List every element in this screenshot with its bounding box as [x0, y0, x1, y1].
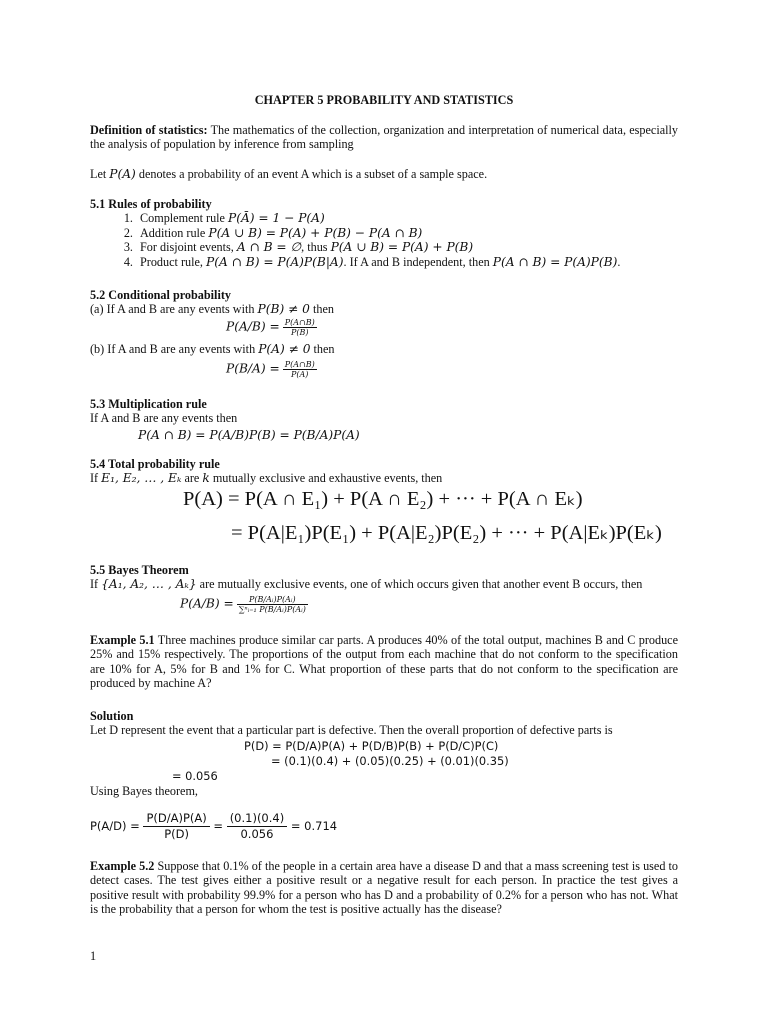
fraction: $\frac{P(A\cap B)}{P(A)}$	[284, 360, 315, 379]
definition-label: Definition of statistics:	[90, 123, 208, 137]
example1-paragraph	[90, 633, 678, 691]
bayes-text: If {A₁, A₂, … , Aₖ} are mutually exclusive events, one of which occurs given that another event B occurs, then	[90, 577, 643, 592]
list-item: 1. Complement rule P(Ā) = 1 − P(A)	[136, 211, 678, 225]
multiplication-heading: 5.3 Multiplication rule	[90, 397, 207, 411]
total-heading: 5.4 Total probability rule	[90, 457, 220, 471]
total-formula-line1: P(A) = P(A ∩ E₁) + P(A ∩ E₂) + ··· + P(A ∩ Eₖ)	[183, 488, 583, 510]
multiplication-text: If A and B are any events then	[90, 411, 238, 426]
bayes-heading: 5.5 Bayes Theorem	[90, 563, 189, 577]
fraction: $\frac{P(A\cap B)}{P(B)}$	[284, 318, 315, 337]
fraction: $\frac{P(D/A)P(A)}{P(D)}$	[143, 811, 209, 842]
list-item: 4. Product rule, P(A ∩ B) = P(A)P(B|A). If A and B independent, then P(A ∩ B) = P(A)P(B).	[136, 255, 678, 269]
conditional-section	[90, 288, 678, 317]
rules-list	[90, 211, 678, 269]
solution-text: Let D represent the event that a particular part is defective. Then the overall proportion of defective parts is	[90, 723, 613, 738]
solution-section	[90, 709, 678, 738]
bayes-usage-text: Using Bayes theorem,	[90, 784, 198, 798]
example1-label: Example 5.1	[90, 633, 155, 647]
total-formula-line2: = P(A|E₁)P(E₁) + P(A|E₂)P(E₂) + ··· + P(A|Eₖ)P(Eₖ)	[231, 522, 662, 544]
intro-tail: denotes a probability of an event A which is a subset of a sample space.	[135, 167, 488, 181]
example2-text: Suppose that 0.1% of the people in a certain area have a disease D and that a mass screening test is used to detect cases. The test gives either a positive result or a negative result for each person. In practice the test gives a positive result with probability 99.9% for a person who has D and a probability of 0.2% for a person who has not. What is the probability that a person for whom the test is positive actually has the disease?	[90, 859, 678, 917]
list-item: 3. For disjoint events, A ∩ B = ∅, thus P(A ∪ B) = P(A) + P(B)	[136, 240, 678, 254]
multiplication-section	[90, 397, 678, 426]
page-number: 1	[90, 949, 97, 963]
total-section	[90, 457, 678, 486]
conditional-b-formula: P(B/A) = $\frac{P(A\cap B)}{P(A)}$	[226, 360, 315, 379]
example2-label: Example 5.2	[90, 859, 155, 873]
bayes-formula: P(A/B) = $\frac{\text{P(B/Aᵢ)P(Aᵢ)}}{\text{∑ⁿᵢ₌₁ P(B/Aᵢ)P(Aᵢ)}}$	[180, 595, 306, 614]
conditional-b-text: (b) If A and B are any events with P(A) ≠ 0 then	[90, 342, 335, 356]
list-item: 2. Addition rule P(A ∪ B) = P(A) + P(B) − P(A ∩ B)	[136, 226, 678, 240]
definition-text: The mathematics of the collection, organization and interpretation of numerical data, especially the analysis of population by inference from sampling	[90, 123, 678, 152]
rules-section	[90, 197, 678, 269]
solution-eq2: = (0.1)(0.4) + (0.05)(0.25) + (0.01)(0.35)	[271, 754, 509, 768]
example1-text: Three machines produce similar car parts. A produces 40% of the total output, machines B and C produce 25% and 15% respectively. The proportions of the output from each machine that do not conform to the specification are 10% for A, 5% for B and 1% for C. What proportion of these parts that do not conform to the specification are produced by machine A?	[90, 633, 678, 691]
rules-heading: 5.1 Rules of probability	[90, 197, 212, 211]
multiplication-formula: P(A ∩ B) = P(A/B)P(B) = P(B/A)P(A)	[138, 428, 360, 442]
solution-eq1: P(D) = P(D/A)P(A) + P(D/B)P(B) + P(D/C)P(C)	[244, 739, 499, 753]
example2-paragraph	[90, 859, 678, 917]
fraction: $\frac{\text{P(B/Aᵢ)P(Aᵢ)}}{\text{∑ⁿᵢ₌₁ P(B/Aᵢ)P(Aᵢ)}}$	[238, 595, 306, 614]
total-text: If E₁, E₂, … , Eₖ are k mutually exclusive and exhaustive events, then	[90, 471, 443, 486]
conditional-heading: 5.2 Conditional probability	[90, 288, 231, 302]
chapter-title: CHAPTER 5 PROBABILITY AND STATISTICS	[254, 93, 514, 107]
intro-paragraph	[90, 167, 678, 181]
fraction: $\frac{(0.1)(0.4)}{0.056}$	[227, 811, 288, 842]
conditional-a-formula: P(A/B) = $\frac{P(A\cap B)}{P(B)}$	[226, 318, 315, 337]
solution-bayes-formula: P(A/D) = $\frac{P(D/A)P(A)}{P(D)}$ = $\frac{(0.1)(0.4)}{0.056}$ = 0.714	[90, 811, 338, 841]
conditional-a-text: (a) If A and B are any events with P(B) ≠ 0 then	[90, 302, 334, 317]
intro-lead: Let	[90, 167, 110, 181]
solution-eq3: = 0.056	[172, 769, 218, 783]
solution-heading: Solution	[90, 709, 134, 723]
bayes-section	[90, 563, 678, 592]
definition-paragraph	[90, 123, 678, 152]
intro-expr: P(A)	[109, 167, 136, 181]
